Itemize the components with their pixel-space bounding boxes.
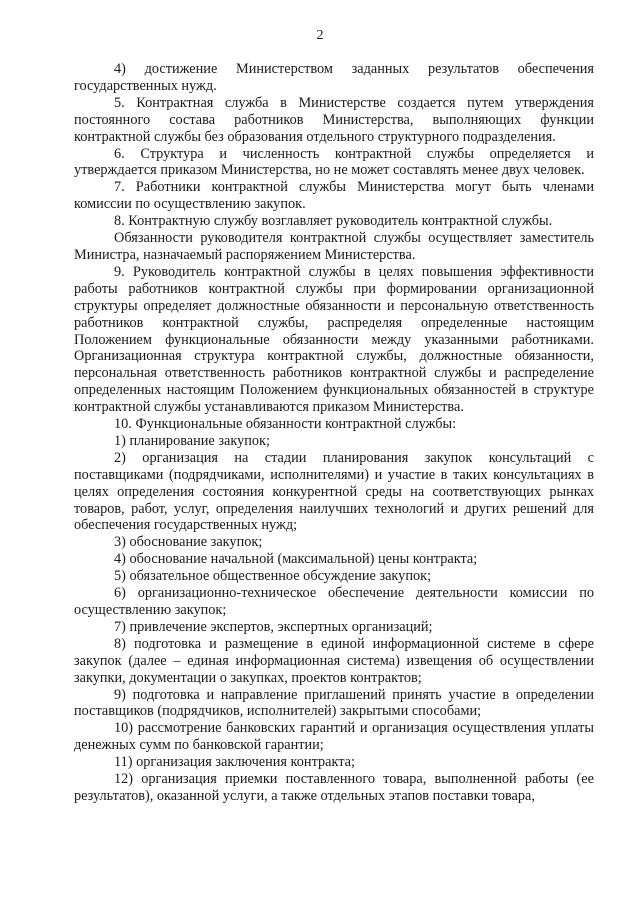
list-item-3: 3) обоснование закупок; bbox=[114, 534, 263, 551]
list-item-9: 9) подготовка и направление приглашений принять участие в определении поставщиков (подрядчиков, исполнителей) закрытыми способами; bbox=[74, 686, 594, 720]
list-item-2: 2) организация на стадии планирования закупок консультаций с поставщиками (подрядчиками, исполнителями) и участие в таких консультациях в целях определения состояния конкурентной среды на соответствующих рынках товаров, работ, услуг, определения наилучших технологий и других решений для обеспечения государственных нужд; bbox=[74, 449, 594, 534]
paragraph-clause-6: 6. Структура и численность контрактной службы определяется и утверждается приказом Министерства, но не может составлять менее двух человек. bbox=[74, 145, 594, 179]
document-body bbox=[74, 61, 594, 805]
list-item-8: 8) подготовка и размещение в единой информационной системе в сфере закупок (далее – единая информационная система) извещения об осуществлении закупки, документации о закупках, проектов контрактов; bbox=[74, 635, 594, 686]
paragraph-clause-5: 5. Контрактная служба в Министерстве создается путем утверждения постоянного состава работников Министерства, выполняющих функции контрактной службы без образования отдельного структурного подразделения. bbox=[74, 94, 594, 145]
list-item-1: 1) планирование закупок; bbox=[114, 432, 270, 449]
paragraph-clause-10: 10. Функциональные обязанности контрактной службы: bbox=[114, 416, 457, 433]
list-item-10: 10) рассмотрение банковских гарантий и организация осуществления уплаты денежных сумм по банковской гарантии; bbox=[74, 720, 594, 754]
paragraph-head-duties: Обязанности руководителя контрактной службы осуществляет заместитель Министра, назначаемый распоряжением Министерства. bbox=[74, 230, 594, 263]
paragraph-clause-7: 7. Работники контрактной службы Министерства могут быть членами комиссии по осуществлению закупок. bbox=[74, 179, 594, 213]
list-item-12: 12) организация приемки поставленного товара, выполненной работы (ее результатов), оказанной услуги, а также отдельных этапов поставки товара, bbox=[74, 771, 594, 804]
list-item-7: 7) привлечение экспертов, экспертных организаций; bbox=[114, 618, 433, 635]
paragraph-clause-8: 8. Контрактную службу возглавляет руководитель контрактной службы. bbox=[114, 213, 553, 230]
page-number: 2 bbox=[316, 28, 324, 43]
paragraph-clause-9: 9. Руководитель контрактной службы в целях повышения эффективности работы работников контрактной службы при формировании организационной структуры определяет должностные обязанности и персональную ответственность работников контрактной службы, распределяя определенные настоящим Положением функциональные обязанности между указанными работниками. Организационная структура контрактной службы, должностные обязанности, персональная ответственность работников контрактной службы и распределение определенных настоящим Положением функциональных обязанностей в структуре контрактной службы устанавливаются приказом Министерства. bbox=[74, 263, 594, 416]
list-item-5: 5) обязательное общественное обсуждение закупок; bbox=[114, 568, 432, 585]
list-item-4: 4) обоснование начальной (максимальной) цены контракта; bbox=[114, 551, 478, 568]
paragraph-item-4: 4) достижение Министерством заданных результатов обеспечения государственных нужд. bbox=[74, 61, 594, 94]
list-item-11: 11) организация заключения контракта; bbox=[114, 754, 355, 771]
list-item-6: 6) организационно-техническое обеспечение деятельности комиссии по осуществлению закупок; bbox=[74, 585, 594, 618]
